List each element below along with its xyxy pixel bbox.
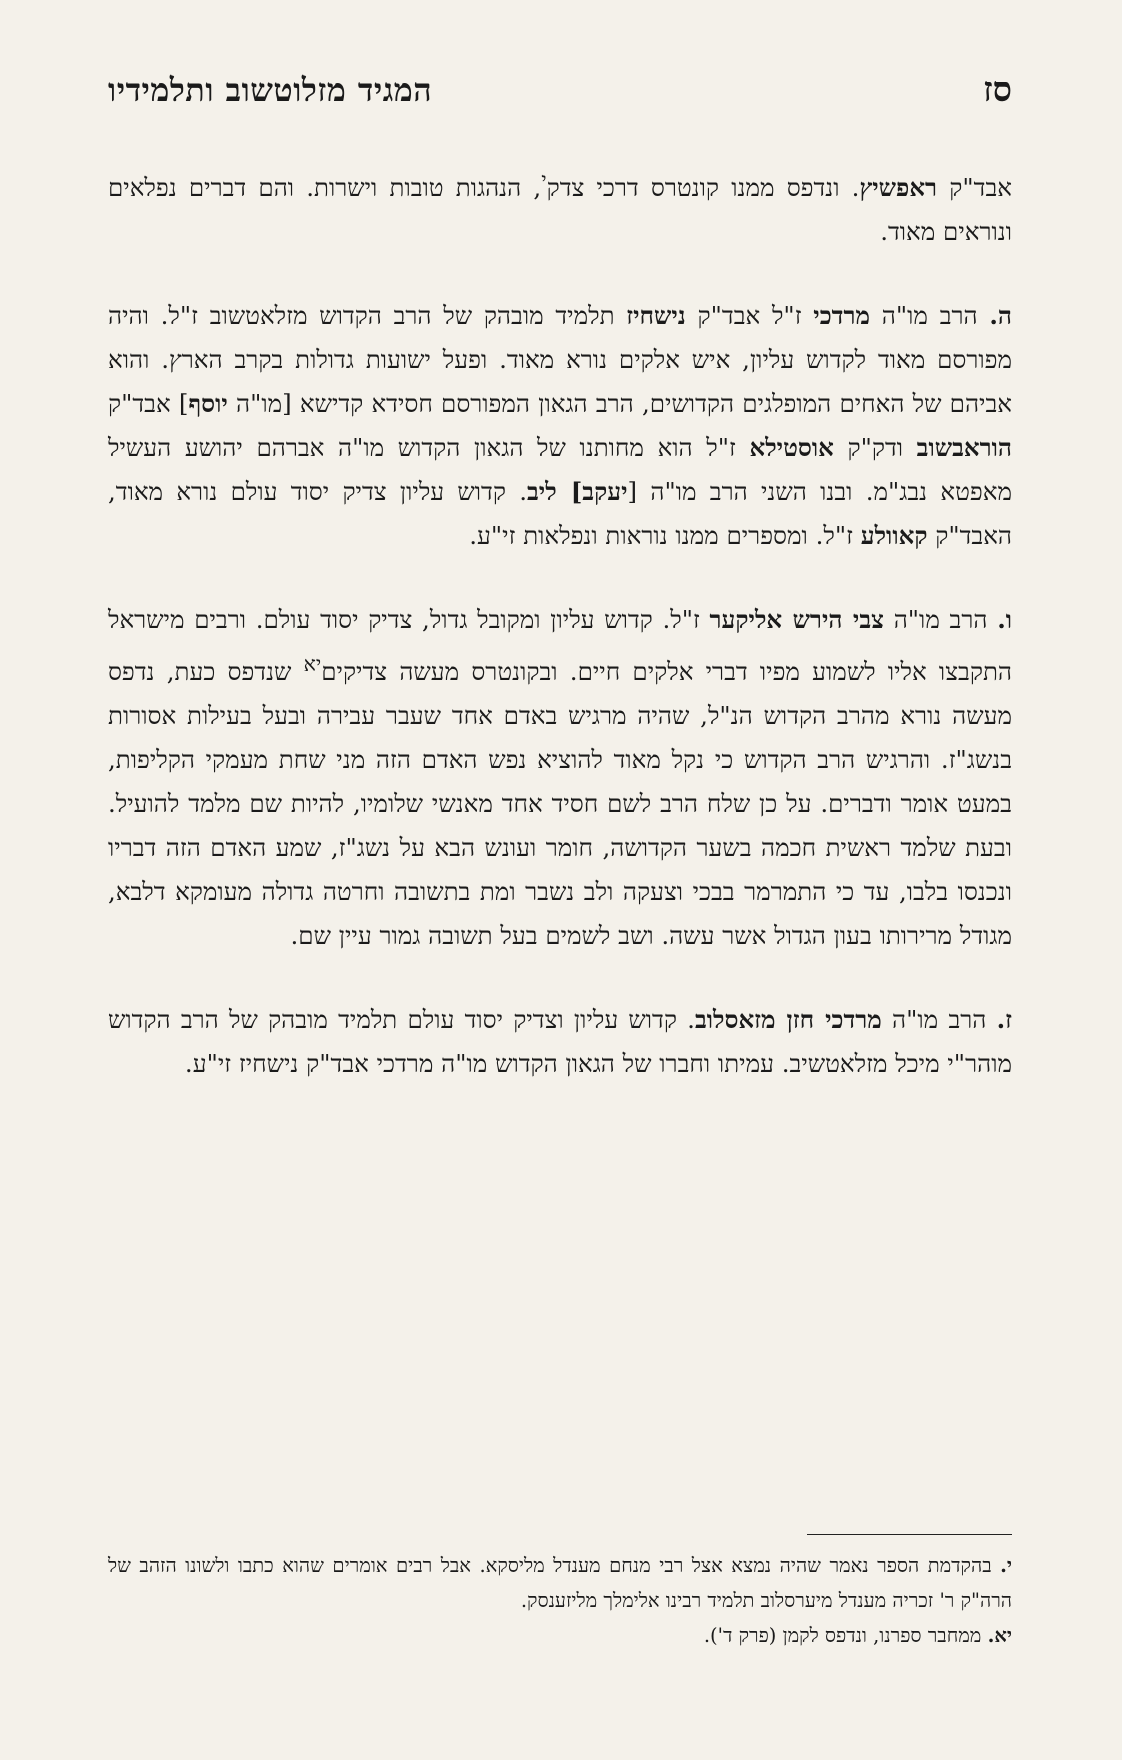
text-run: , הנהגות טובות וישרות. והם דברים נפלאים ונוראים מאוד. bbox=[108, 173, 1012, 247]
paragraph-label: ה. bbox=[989, 301, 1013, 331]
paragraph-label: ז. bbox=[996, 1005, 1012, 1035]
footnote-item bbox=[108, 1548, 1012, 1618]
footnote-divider bbox=[807, 1534, 1012, 1535]
bold-name: צבי הירש אליקער bbox=[709, 605, 884, 635]
text-run: . קדוש עליון צדיק יסוד עולם נורא מאוד, האבד"ק bbox=[108, 477, 1012, 551]
text-run: ז"ל. קדוש עליון ומקובל גדול, צדיק יסוד עולם. ורבים מישראל התקבצו אליו לשמוע מפיו דברי אלקים חיים. ובקונטרס מעשה צדיקים bbox=[108, 605, 1012, 687]
paragraph-z bbox=[108, 998, 1012, 1086]
text-run: ודק"ק bbox=[833, 433, 917, 463]
footnote-item bbox=[108, 1618, 1012, 1653]
text-run: הרב מו"ה bbox=[884, 605, 998, 635]
text-run: ז"ל. ומספרים ממנו נוראות ונפלאות זי"ע. bbox=[469, 521, 861, 551]
footnote-ref: יא bbox=[303, 652, 322, 677]
footnote-text: בהקדמת הספר נאמר שהיה נמצא אצל רבי מנחם מענדל מליסקא. אבל רבים אומרים שהוא כתבו ולשונו הזהב של הרה"ק ר' זכריה מענדל מיערסלוב תלמיד רבינו אלימלך מליזענסק. bbox=[108, 1554, 1012, 1612]
bold-place-name: ראפשיץ bbox=[859, 173, 938, 203]
text-run: . קדוש עליון וצדיק יסוד עולם תלמיד מובהק של הרב הקדוש מוהר"י מיכל מזלאטשיב. עמיתו וחברו של הגאון הקדוש מו"ה מרדכי אבד"ק נישחיז זי"ע. bbox=[108, 1005, 1012, 1079]
running-title: המגיד מזלוטשוב ותלמידיו bbox=[108, 71, 433, 109]
bold-place-name: הוראבשוב bbox=[916, 433, 1012, 463]
paragraph-v bbox=[108, 598, 1012, 958]
text-run: אבד"ק bbox=[937, 173, 1012, 203]
text-run: תלמיד מובהק של הרב הקדוש מזלאטשוב ז"ל. והיה מפורסם מאוד לקדוש עליון, איש אלקים נורא מאוד. ופעל ישועות גדולות בקרב הארץ. והוא אביהם של האחים המופלגים הקדושים, הרב הגאון המפורסם חסידא קדישא [מו"ה bbox=[108, 301, 1012, 419]
footnote-text: ממחבר ספרנו, ונדפס לקמן (פרק ד'). bbox=[703, 1624, 988, 1647]
text-run: ] אבד"ק bbox=[108, 389, 189, 419]
page-header bbox=[108, 70, 1012, 110]
text-run: הרב מו"ה bbox=[881, 1005, 997, 1035]
text-run: הרב מו"ה bbox=[870, 301, 990, 331]
bold-name: מרדכי bbox=[813, 301, 871, 331]
footnote-mark: י. bbox=[1000, 1554, 1012, 1577]
footnotes bbox=[108, 1548, 1012, 1653]
paragraph-label: ו. bbox=[997, 605, 1013, 635]
text-run: ז"ל אבד"ק bbox=[685, 301, 814, 331]
page-number: סז bbox=[983, 70, 1012, 110]
bold-place-name: קאוולע bbox=[860, 521, 928, 551]
bold-name: יוסף bbox=[188, 389, 228, 419]
bold-place-name: אוסטילא bbox=[749, 433, 834, 463]
text-run: שנדפס כעת, נדפס מעשה נורא מהרב הקדוש הנ"ל, שהיה מרגיש באדם אחד שעבר עבירה ובעל בעילות אסורות בנשג"ז. והרגיש הרב הקדוש כי נקל מאוד להוציא נפש האדם הזה מני שחת מעמקי הקליפות, במעט אומר ודברים. על כן שלח הרב לשם חסיד אחד מאנשי שלומיו, להיות שם מלמד להועיל. ובעת שלמד ראשית חכמה בשער הקדושה, חומר ועונש הבא על נשג"ז, שמע האדם הזה דבריו ונכנסו בלבו, עד כי התמרמר בבכי וצעקה ולב נשבר ומת בתשובה וחרטה גדולה מעומקא דלבא, מגודל מרירותו בעון הגדול אשר עשה. ושב לשמים בעל תשובה גמור עיין שם. bbox=[108, 657, 1012, 951]
text-run: ז"ל הוא מחותנו של הגאון הקדוש מו"ה אברהם יהושע העשיל מאפטא נבג"מ. ובנו השני הרב מו"ה [ bbox=[108, 433, 1012, 507]
paragraph-intro bbox=[108, 158, 1012, 254]
footnote-mark: יא. bbox=[987, 1624, 1012, 1647]
text-run: . ונדפס ממנו קונטרס דרכי צדק bbox=[546, 173, 860, 203]
bold-name: מרדכי חזן מזאסלוב bbox=[694, 1005, 882, 1035]
paragraph-h bbox=[108, 294, 1012, 558]
bold-place-name: נישחיז bbox=[626, 301, 686, 331]
footnote-ref: י bbox=[541, 168, 547, 192]
bold-name: יעקב] ליב bbox=[527, 477, 628, 507]
